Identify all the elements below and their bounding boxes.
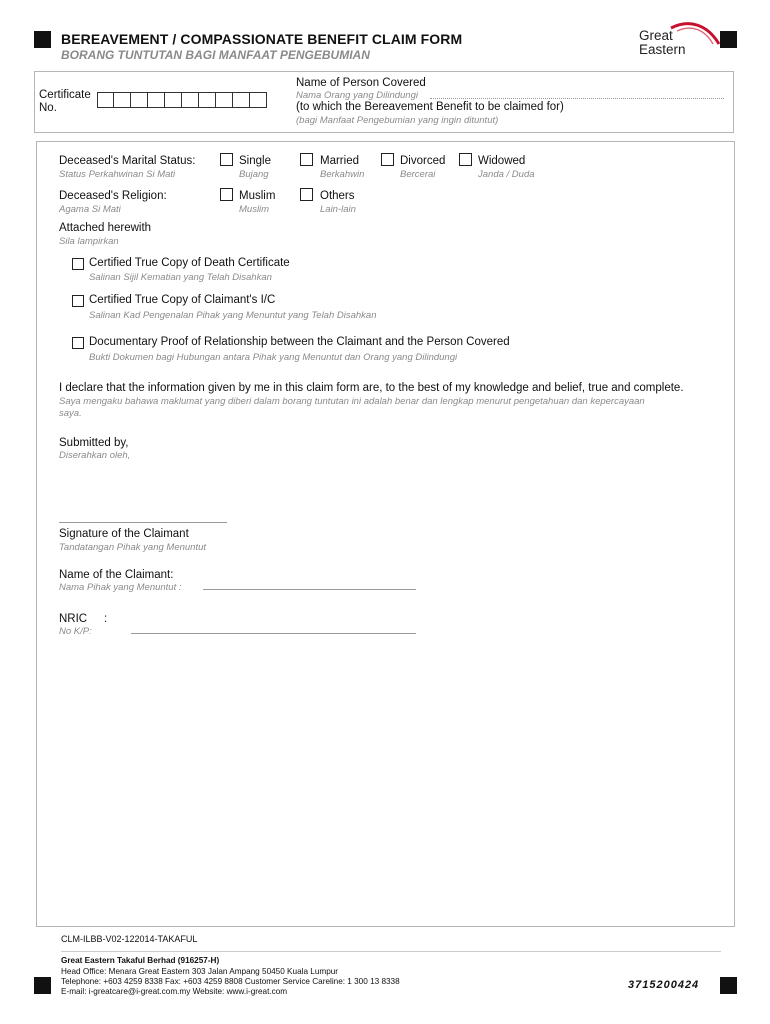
death-certificate-label-ms: Salinan Sijil Kematian yang Telah Disahkan: [89, 272, 272, 283]
religion-others-label: Others: [320, 190, 355, 202]
religion-others-checkbox[interactable]: [300, 188, 313, 201]
relationship-proof-label: Documentary Proof of Relationship between the Claimant and the Person Covered: [89, 336, 510, 348]
religion-label: Deceased's Religion:: [59, 190, 167, 202]
marital-divorced-label-ms: Bercerai: [400, 169, 436, 180]
form-code: CLM-ILBB-V02-122014-TAKAFUL: [61, 934, 198, 944]
religion-others-label-ms: Lain-lain: [320, 204, 356, 215]
contact-phone: Telephone: +603 4259 8338 Fax: +603 4259 8808 Customer Service Careline: 1 300 13 8338: [61, 977, 400, 986]
marital-divorced-checkbox[interactable]: [381, 153, 394, 166]
marital-married-checkbox[interactable]: [300, 153, 313, 166]
claimant-name-label: Name of the Claimant:: [59, 569, 174, 581]
marital-widowed-label-ms: Janda / Duda: [478, 169, 535, 180]
person-covered-name-field[interactable]: [430, 98, 724, 99]
declaration-text: I declare that the information given by me in this claim form are, to the best of my knowledge and belief, true and complete.: [59, 382, 684, 394]
claimant-ic-label: Certified True Copy of Claimant's I/C: [89, 294, 276, 306]
declaration-text-ms-cont: saya.: [59, 408, 82, 419]
company-name: Great Eastern Takaful Berhad (916257-H): [61, 956, 220, 965]
form-subtitle: BORANG TUNTUTAN BAGI MANFAAT PENGEBUMIAN: [61, 48, 370, 62]
claimant-ic-label-ms: Salinan Kad Pengenalan Pihak yang Menuntut yang Telah Disahkan: [89, 310, 377, 321]
marital-married-label: Married: [320, 155, 359, 167]
great-eastern-logo: [637, 22, 723, 60]
signature-field[interactable]: [59, 522, 227, 523]
registration-mark-bottom-left: [34, 977, 51, 994]
religion-muslim-checkbox[interactable]: [220, 188, 233, 201]
marital-single-checkbox[interactable]: [220, 153, 233, 166]
religion-muslim-label: Muslim: [239, 190, 276, 202]
certificate-label-no: No.: [39, 102, 57, 114]
submitted-by-label-ms: Diserahkan oleh,: [59, 450, 131, 461]
registration-mark-bottom-right: [720, 977, 737, 994]
claimant-name-label-ms: Nama Pihak yang Menuntut :: [59, 582, 182, 593]
footer-divider: [61, 951, 721, 952]
marital-single-label-ms: Bujang: [239, 169, 269, 180]
religion-label-ms: Agama Si Mati: [59, 204, 121, 215]
death-certificate-label: Certified True Copy of Death Certificate: [89, 257, 290, 269]
declaration-text-ms: Saya mengaku bahawa maklumat yang diberi dalam borang tuntutan ini adalah benar dan lengkap menurut pengetahuan dan kepercayaan: [59, 396, 645, 407]
religion-muslim-label-ms: Muslim: [239, 204, 270, 215]
nric-label: NRIC: [59, 613, 88, 625]
marital-status-label-ms: Status Perkahwinan Si Mati: [59, 169, 176, 180]
nric-label-ms: No K/P:: [59, 626, 92, 637]
marital-widowed-checkbox[interactable]: [459, 153, 472, 166]
marital-status-label: Deceased's Marital Status:: [59, 155, 196, 167]
person-covered-note-ms: (bagi Manfaat Pengebumian yang ingin dituntut): [296, 115, 499, 126]
person-covered-label: Name of Person Covered: [296, 77, 426, 89]
signature-label: Signature of the Claimant: [59, 528, 189, 540]
person-covered-label-ms: Nama Orang yang Dilindungi: [296, 90, 418, 101]
nric-colon: :: [104, 613, 108, 625]
head-office-address: Head Office: Menara Great Eastern 303 Jalan Ampang 50450 Kuala Lumpur: [61, 967, 339, 976]
marital-widowed-label: Widowed: [478, 155, 526, 167]
claimant-name-field[interactable]: [203, 589, 416, 590]
certificate-label: Certificate: [39, 89, 91, 101]
relationship-proof-label-ms: Bukti Dokumen bagi Hubungan antara Pihak yang Menuntut dan Orang yang Dilindungi: [89, 352, 458, 363]
logo-text-great: Great: [639, 28, 673, 43]
attached-label-ms: Sila lampirkan: [59, 236, 119, 247]
marital-married-label-ms: Berkahwin: [320, 169, 365, 180]
claimant-ic-checkbox[interactable]: [72, 295, 84, 307]
certificate-number-input[interactable]: [97, 92, 267, 108]
nric-field[interactable]: [131, 633, 416, 634]
signature-label-ms: Tandatangan Pihak yang Menuntut: [59, 542, 207, 553]
logo-text-eastern: Eastern: [639, 42, 686, 57]
attached-label: Attached herewith: [59, 222, 152, 234]
death-certificate-checkbox[interactable]: [72, 258, 84, 270]
contact-email-website: E-mail: i-greatcare@i-great.com.my Website: www.i-great.com: [61, 987, 288, 996]
submitted-by-label: Submitted by,: [59, 437, 129, 449]
marital-divorced-label: Divorced: [400, 155, 446, 167]
relationship-proof-checkbox[interactable]: [72, 337, 84, 349]
registration-mark-top-left: [34, 31, 51, 48]
document-number: 3715200424: [628, 979, 700, 991]
person-covered-note: (to which the Bereavement Benefit to be claimed for): [296, 101, 564, 113]
marital-single-label: Single: [239, 155, 271, 167]
form-title: BEREAVEMENT / COMPASSIONATE BENEFIT CLAIM FORM: [61, 31, 463, 47]
